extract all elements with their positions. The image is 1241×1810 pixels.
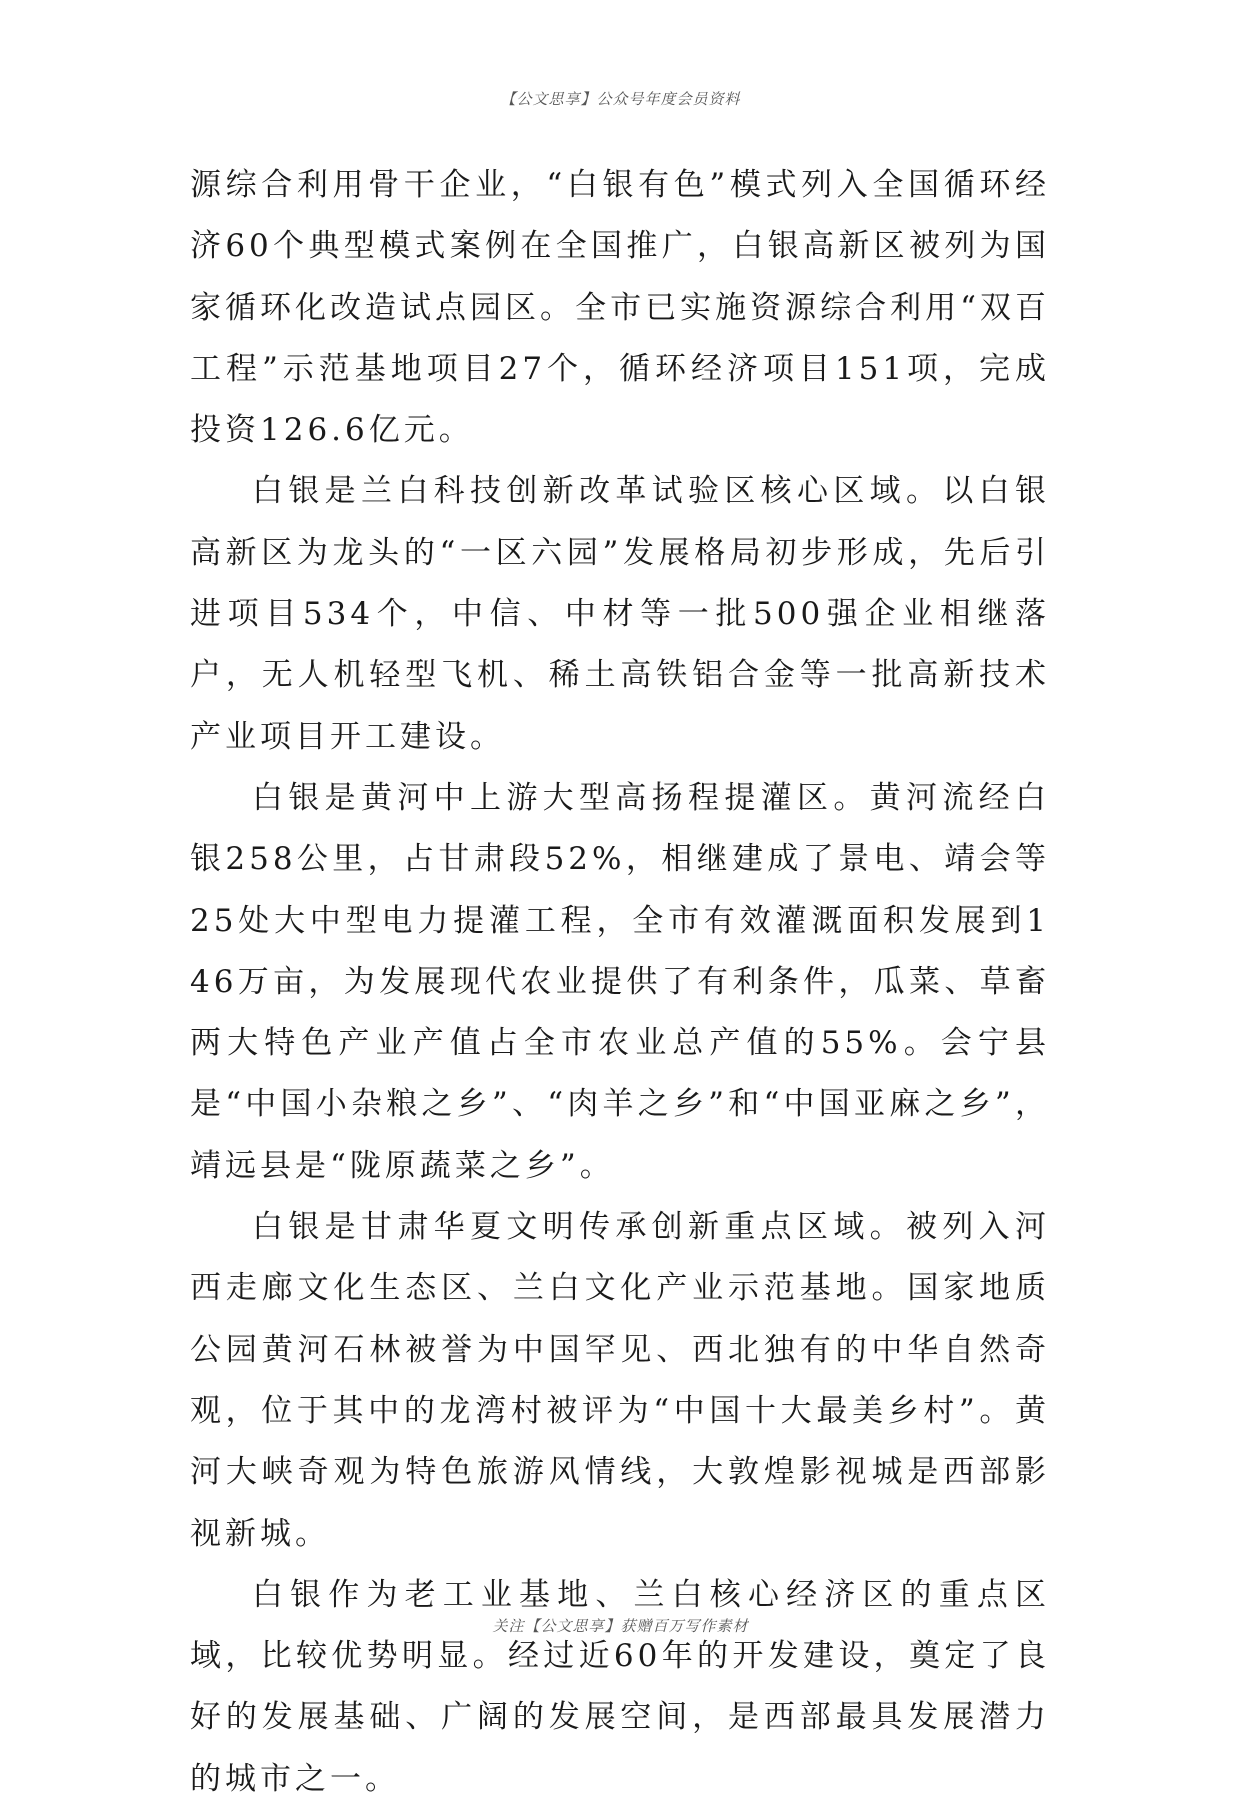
document-body: [190, 155, 1050, 1810]
paragraph-4: 白银是甘肃华夏文明传承创新重点区域。被列入河西走廊文化生态区、兰白文化产业示范基地。国家地质公园黄河石林被誉为中国罕见、西北独有的中华自然奇观，位于其中的龙湾村被评为“中国十大最美乡村”。黄河大峡奇观为特色旅游风情线，大敦煌影视城是西部影视新城。: [190, 1209, 1050, 1552]
paragraph-3: 白银是黄河中上游大型高扬程提灌区。黄河流经白银258公里，占甘肃段52%，相继建成了景电、靖会等25处大中型电力提灌工程，全市有效灌溉面积发展到146万亩，为发展现代农业提供了有利条件，瓜菜、草畜两大特色产业产值占全市农业总产值的55%。会宁县是“中国小杂粮之乡”、“肉羊之乡”和“中国亚麻之乡”，靖远县是“陇原蔬菜之乡”。: [190, 779, 1050, 1184]
paragraph-2: 白银是兰白科技创新改革试验区核心区域。以白银高新区为龙头的“一区六园”发展格局初步形成，先后引进项目534个，中信、中材等一批500强企业相继落户，无人机轻型飞机、稀土高铁铝合金等一批高新技术产业项目开工建设。: [190, 473, 1050, 755]
page-footer: 关注【公文思享】获赠百万写作素材: [492, 1617, 749, 1635]
paragraph-1: 源综合利用骨干企业，“白银有色”模式列入全国循环经济60个典型模式案例在全国推广，白银高新区被列为国家循环化改造试点园区。全市已实施资源综合利用“双百工程”示范基地项目27个，循环经济项目151项，完成投资126.6亿元。: [190, 167, 1050, 449]
page-header: 【公文思享】公众号年度会员资料: [500, 90, 741, 108]
paragraph-5: 白银作为老工业基地、兰白核心经济区的重点区域，比较优势明显。经过近60年的开发建设，奠定了良好的发展基础、广阔的发展空间，是西部最具发展潜力的城市之一。: [190, 1576, 1050, 1797]
